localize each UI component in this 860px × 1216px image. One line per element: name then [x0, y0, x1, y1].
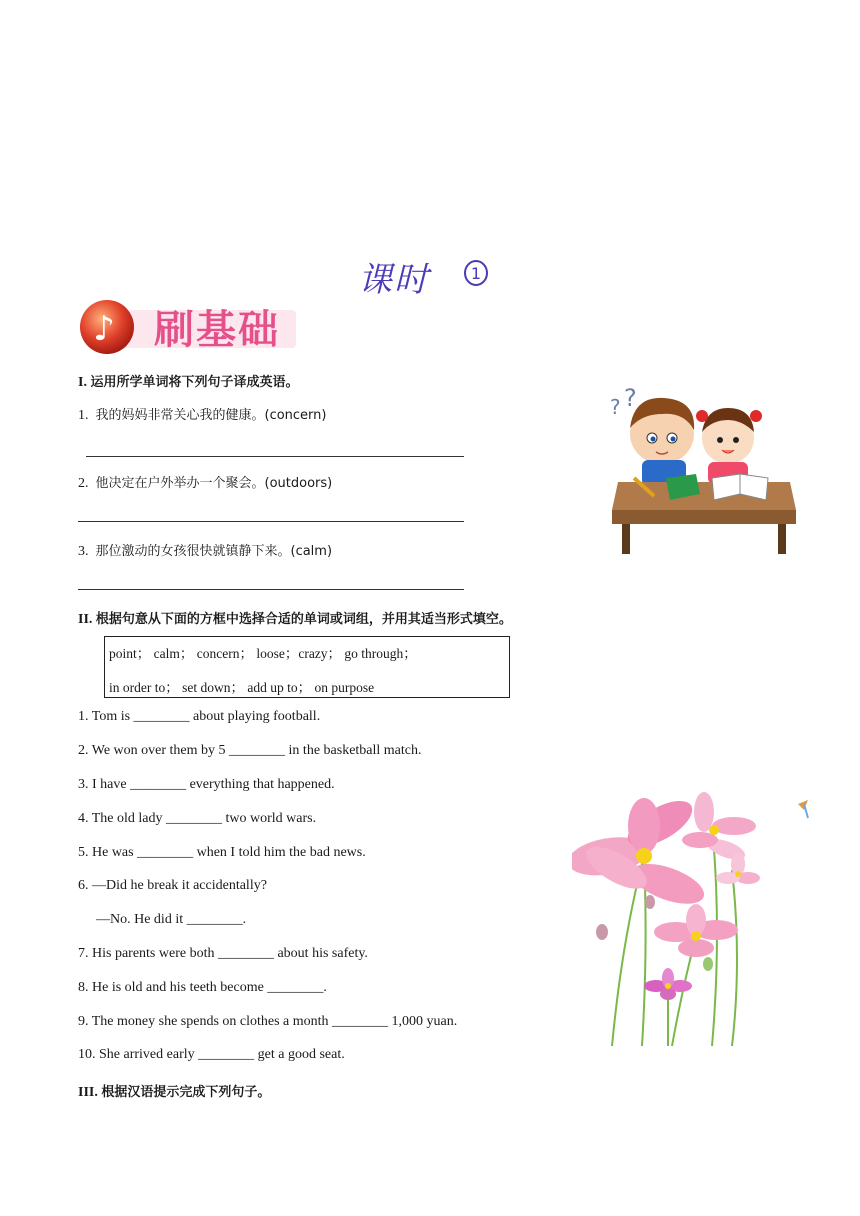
part2-item-6b: —No. He did it ________.: [96, 912, 247, 927]
lesson-number-icon: [462, 258, 492, 288]
svg-text:?: ?: [624, 384, 637, 412]
part2-item-2: 2. We won over them by 5 ________ in the basketball match.: [78, 743, 422, 758]
section-banner: 刷基础: [154, 307, 280, 353]
music-note-icon: [78, 298, 136, 356]
part1-item-2: 2. 他决定在户外举办一个聚会。(outdoors): [78, 476, 333, 491]
part2-item-7: 7. His parents were both ________ about his safety.: [78, 946, 368, 961]
part1-heading: I. 运用所学单词将下列句子译成英语。: [78, 375, 299, 390]
word-bank-row-2: in order to； set down； add up to； on purpose: [109, 680, 375, 695]
svg-text:1: 1: [470, 264, 482, 283]
part1-item-1: 1. 我的妈妈非常关心我的健康。(concern): [78, 408, 327, 423]
part2-item-3: 3. I have ________ everything that happened.: [78, 777, 335, 792]
word-bank-box: [104, 636, 510, 698]
lesson-title: 课时: [358, 260, 430, 300]
part3-heading: III. 根据汉语提示完成下列句子。: [78, 1085, 271, 1100]
answer-line-2[interactable]: [78, 521, 464, 522]
answer-line-3[interactable]: [78, 589, 464, 590]
word-bank-row-1: point； calm； concern； loose；crazy； go through；: [109, 646, 417, 661]
part2-item-6a: 6. —Did he break it accidentally?: [78, 878, 267, 893]
part2-item-1: 1. Tom is ________ about playing football.: [78, 709, 321, 724]
children-at-desk-illustration: [600, 382, 800, 560]
part1-item-3: 3. 那位激动的女孩很快就镇静下来。(calm): [78, 544, 333, 559]
cosmos-flowers-illustration: [572, 790, 812, 1048]
svg-text:?: ?: [610, 395, 621, 419]
answer-line-1[interactable]: [86, 456, 464, 457]
part2-item-5: 5. He was ________ when I told him the bad news.: [78, 845, 366, 860]
part2-item-8: 8. He is old and his teeth become ________.: [78, 980, 327, 995]
svg-text:♪: ♪: [93, 309, 115, 349]
part2-item-10: 10. She arrived early ________ get a good seat.: [78, 1047, 345, 1062]
part2-item-9: 9. The money she spends on clothes a month ________ 1,000 yuan.: [78, 1014, 458, 1029]
part2-heading: II. 根据句意从下面的方框中选择合适的单词或词组，并用其适当形式填空。: [78, 612, 512, 627]
part2-item-4: 4. The old lady ________ two world wars.: [78, 811, 317, 826]
